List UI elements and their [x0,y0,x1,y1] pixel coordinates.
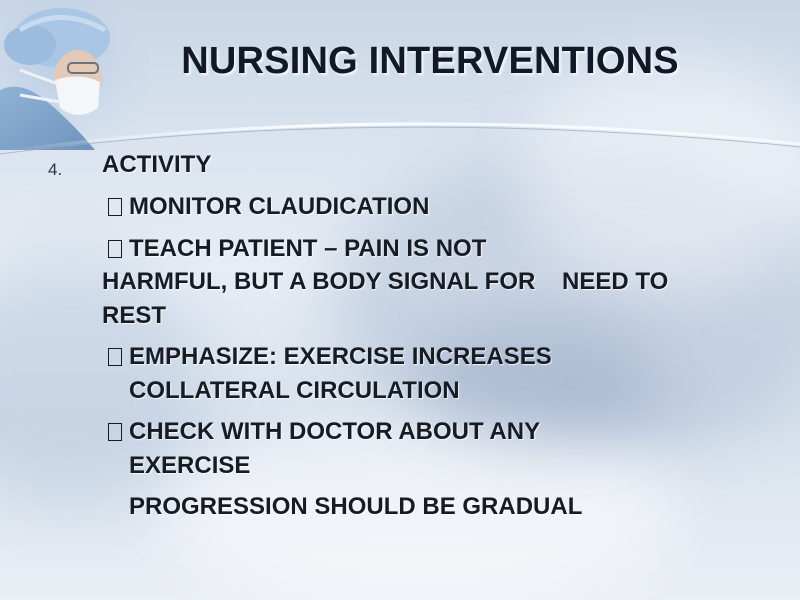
missing-glyph-icon [108,240,122,258]
bullet-item: CHECK WITH DOCTOR ABOUT ANY [108,418,540,446]
bullet-continuation: EXERCISE [129,452,251,479]
missing-glyph-icon [108,198,122,216]
bullet-continuation: HARMFUL, BUT A BODY SIGNAL FOR NEED TO [102,268,669,295]
missing-glyph-icon [108,423,122,441]
item-number: 4. [48,160,63,179]
slide-title: NURSING INTERVENTIONS [181,40,679,82]
bullet-item: MONITOR CLAUDICATION [108,193,429,221]
item-heading: ACTIVITY [102,151,212,178]
bullet-item: TEACH PATIENT – PAIN IS NOT [108,235,486,263]
bullet-continuation: COLLATERAL CIRCULATION [129,377,460,404]
bullet-item: EMPHASIZE: EXERCISE INCREASES [108,343,552,371]
trailing-text: PROGRESSION SHOULD BE GRADUAL [129,493,583,520]
bullet-continuation: REST [102,302,167,329]
missing-glyph-icon [108,348,122,366]
